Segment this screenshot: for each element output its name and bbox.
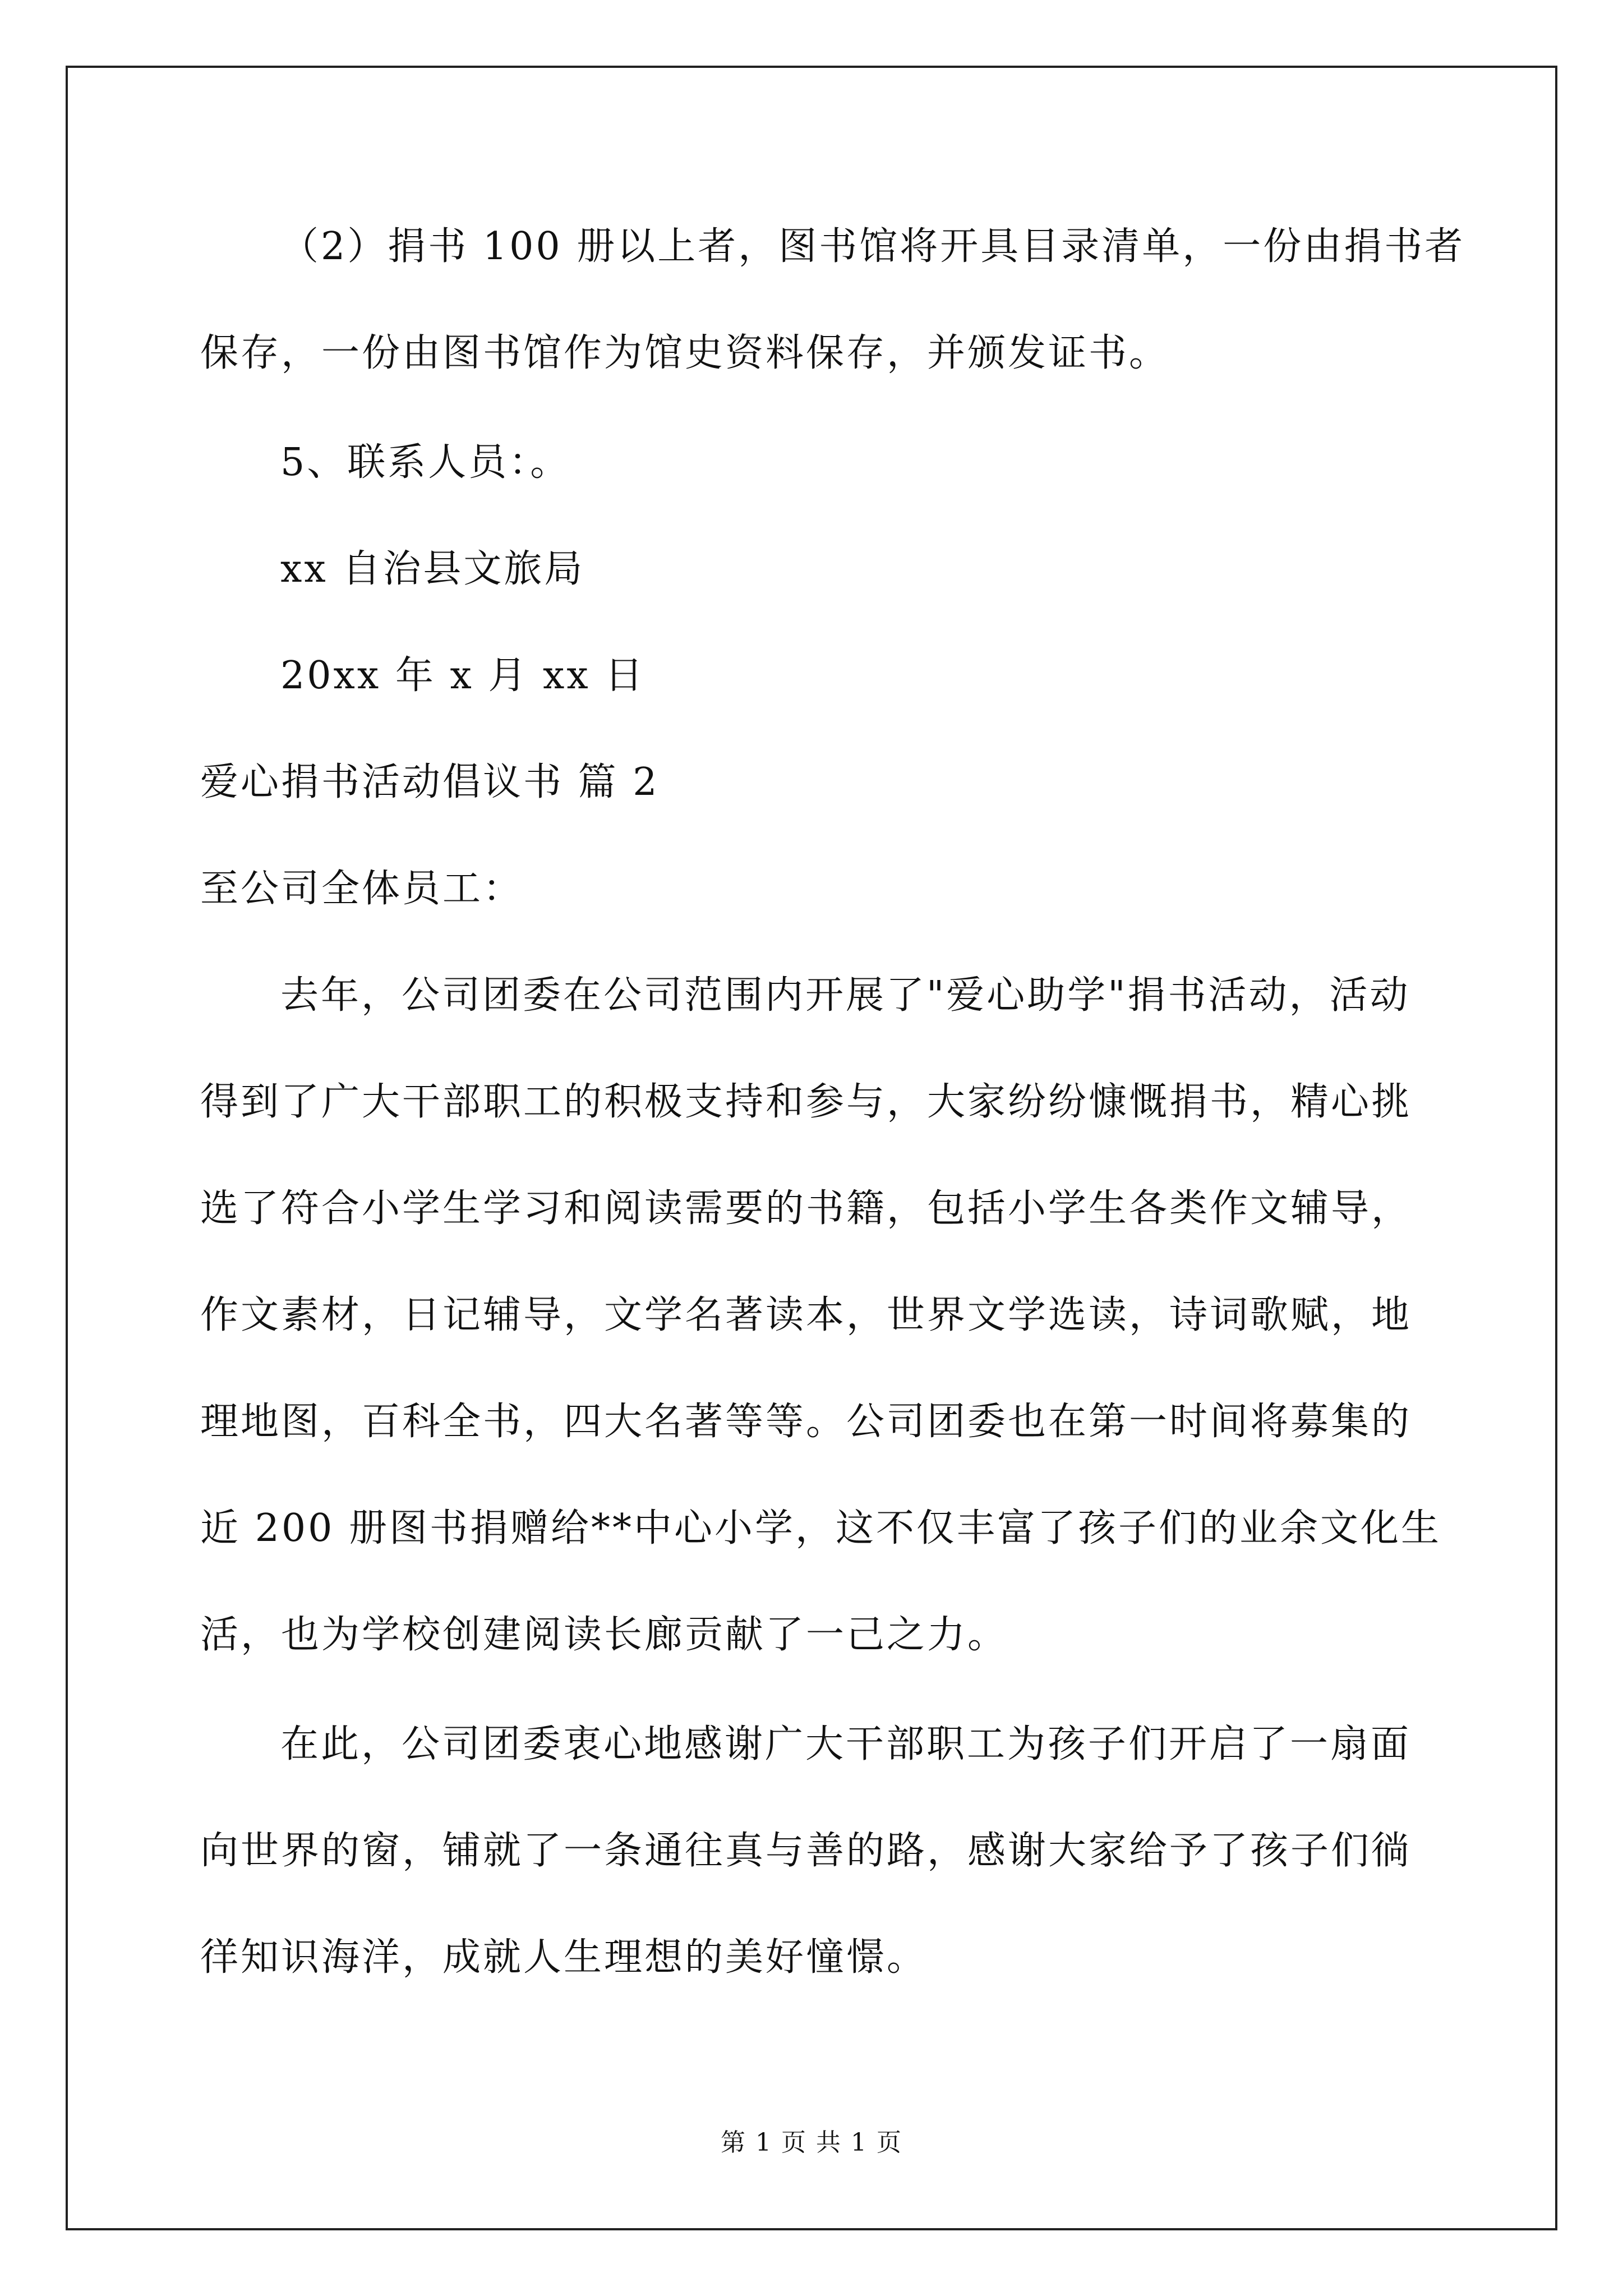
paragraph-line: 得到了广大干部职工的积极支持和参与，大家纷纷慷慨捐书，精心挑 bbox=[200, 1080, 1412, 1124]
paragraph-line: 保存，一份由图书馆作为馆史资料保存，并颁发证书。 bbox=[200, 331, 1170, 375]
contact-line: 5、联系人员：。 bbox=[280, 440, 571, 485]
paragraph-line: 徉知识海洋，成就人生理想的美好憧憬。 bbox=[200, 1935, 928, 1980]
paragraph-line: 去年，公司团委在公司范围内开展了"爱心助学"捐书活动，活动 bbox=[280, 973, 1410, 1018]
paragraph-line: 选了符合小学生学习和阅读需要的书籍，包括小学生各类作文辅导， bbox=[200, 1186, 1412, 1231]
paragraph-line: 在此，公司团委衷心地感谢广大干部职工为孩子们开启了一扇面 bbox=[280, 1722, 1412, 1766]
issuer-line: xx 自治县文旅局 bbox=[280, 547, 585, 591]
section-heading: 爱心捐书活动倡议书 篇 2 bbox=[200, 760, 660, 804]
page-frame bbox=[66, 66, 1557, 2230]
date-line: 20xx 年 x 月 xx 日 bbox=[280, 654, 645, 698]
paragraph-line: 活，也为学校创建阅读长廊贡献了一己之力。 bbox=[200, 1613, 1008, 1657]
salutation-line: 至公司全体员工： bbox=[200, 867, 524, 911]
paragraph-line: 近 200 册图书捐赠给**中心小学，这不仅丰富了孩子们的业余文化生 bbox=[200, 1506, 1442, 1550]
paragraph-line: （2）捐书 100 册以上者，图书馆将开具目录清单，一份由捐书者 bbox=[280, 224, 1465, 269]
page-footer: 第 1 页 共 1 页 bbox=[721, 2128, 902, 2157]
paragraph-line: 向世界的窗，铺就了一条通往真与善的路，感谢大家给予了孩子们徜 bbox=[200, 1829, 1412, 1873]
paragraph-line: 理地图，百科全书，四大名著等等。公司团委也在第一时间将募集的 bbox=[200, 1400, 1412, 1444]
paragraph-line: 作文素材，日记辅导，文学名著读本，世界文学选读，诗词歌赋，地 bbox=[200, 1293, 1412, 1337]
